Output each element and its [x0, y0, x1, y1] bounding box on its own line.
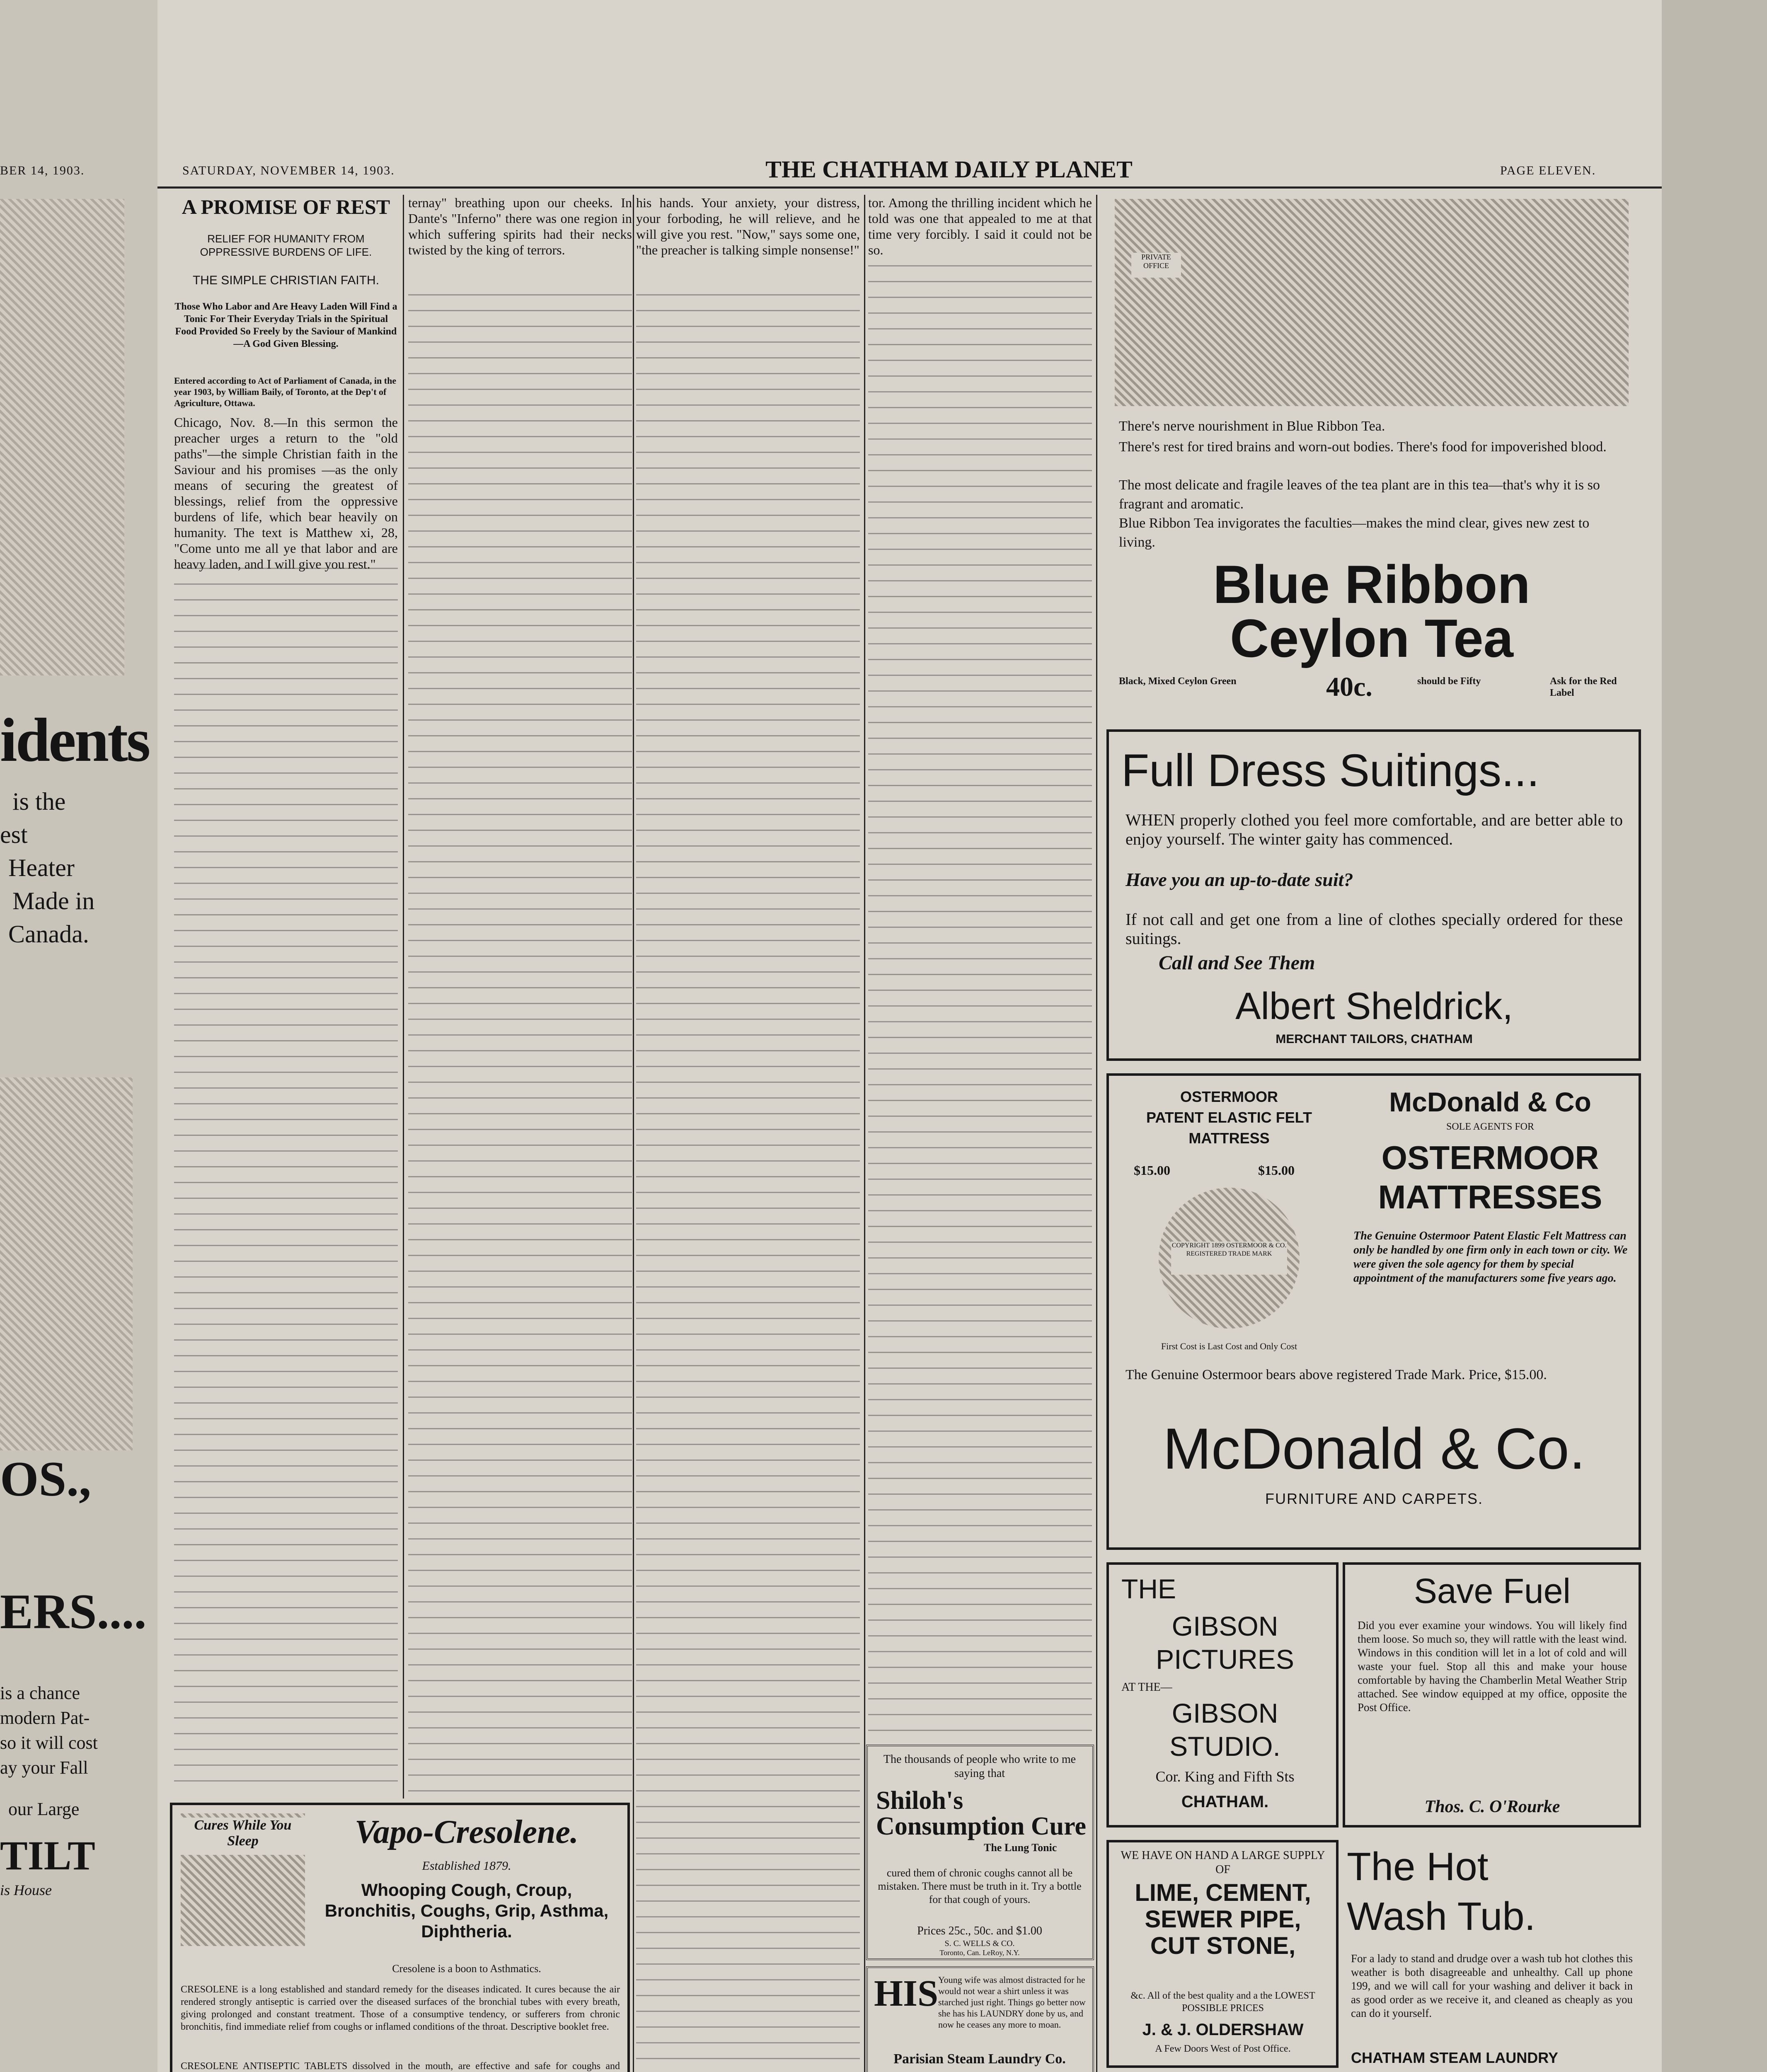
left-fragment-15: is House: [0, 1882, 52, 1898]
column-rule: [1096, 195, 1097, 2072]
sheldrick-body: WHEN properly clothed you feel more comfortable, and are better able to enjoy yourself. The winter gaity has commenced.: [1126, 811, 1623, 848]
oldershaw-body: &c. All of the best quality and a the LOWEST POSSIBLE PRICES: [1130, 1990, 1315, 2014]
save-fuel-ad: [1343, 1562, 1641, 1828]
left-fragment-10: modern Pat-: [0, 1708, 90, 1728]
vapo-tagline: Cures While You Sleep: [181, 1818, 305, 1855]
article-copyright: Entered according to Act of Parliament of Canada, in the year 1903, by William Baily, of Toronto, at the Dep't of Agriculture, Ottawa.: [174, 375, 397, 408]
gibson-l1: THE: [1121, 1573, 1176, 1604]
left-fragment-11: so it will cost: [0, 1733, 98, 1753]
tea-line-3: The most delicate and fragile leaves of the tea plant are in this tea—that's why it is so fragrant and aromatic.: [1119, 477, 1600, 512]
vapo-diseases: Whooping Cough, Croup, Bronchitis, Coughs, Grip, Asthma, Diphtheria.: [324, 1880, 609, 1941]
vapo-tablets: CRESOLENE ANTISEPTIC TABLETS dissolved in the mouth, are effective and safe for coughs and: [181, 2061, 620, 2072]
oldershaw-ad: [1106, 1840, 1339, 2068]
oldershaw-address: A Few Doors West of Post Office.: [1155, 2043, 1291, 2054]
tea-price: 40c.: [1326, 672, 1372, 702]
parisian-laundry-ad: [866, 1966, 1094, 2072]
his-body: Young wife was almost distracted for he would not wear a shirt unless it was starched just right. Things go better now she has his LAUNDRY done by us, and now he ceases any more to moan.: [938, 1975, 1086, 2030]
ostermoor-ad: [1106, 1073, 1641, 1550]
article-column-4-lead: tor. Among the thrilling incident which he told was one that appealed to me at that time very forcibly. I said it could not be so.: [868, 195, 1092, 257]
column-rule: [403, 195, 404, 1798]
hotwash-name: CHATHAM STEAM LAUNDRY: [1351, 2049, 1558, 2066]
shiloh-title: Shiloh's Consumption Cure: [876, 1786, 1087, 1840]
ostermoor-l1: OSTERMOOR: [1180, 1088, 1278, 1105]
sheldrick-call: Call and See Them: [1159, 952, 1315, 974]
ostermoor-headline: OSTERMOOR MATTRESSES: [1378, 1139, 1602, 1215]
masthead: THE CHATHAM DAILY PLANET: [765, 156, 1133, 183]
oldershaw-name: J. & J. OLDERSHAW: [1142, 2021, 1304, 2039]
sheldrick-title: Full Dress Suitings...: [1121, 745, 1539, 796]
tea-line-1: There's nerve nourishment in Blue Ribbon Tea.: [1119, 419, 1385, 434]
page-number: PAGE ELEVEN.: [1500, 164, 1596, 177]
article-column-3-body: [636, 294, 860, 2072]
article-headline: A PROMISE OF REST: [182, 195, 390, 218]
left-illustration: [0, 199, 124, 675]
his-name: Parisian Steam Laundry Co.: [893, 2051, 1066, 2067]
mcdonald-sub: FURNITURE AND CARPETS.: [1265, 1490, 1484, 1507]
vapo-cresolene-ad: [170, 1803, 630, 2072]
article-column-2-lead: ternay" breathing upon our cheeks. In Dante's "Inferno" there was one region in which suffering spirits had their necks twisted by the king of terrors.: [408, 195, 632, 257]
article-column-1-body: [174, 568, 398, 1794]
ostermoor-body: The Genuine Ostermoor Patent Elastic Felt Mattress can only be handled by one firm only in each town or city. We were given the sole agency for them by special appointment of the manufacturers some five years ago.: [1353, 1230, 1628, 1285]
savefuel-title: Save Fuel: [1414, 1571, 1571, 1610]
shiloh-body: cured them of chronic coughs cannot all be mistaken. There must be truth in it. Try a bottle for that cough of yours.: [878, 1867, 1082, 1905]
issue-date: SATURDAY, NOVEMBER 14, 1903.: [182, 164, 395, 177]
left-fragment-9: is a chance: [0, 1683, 80, 1703]
left-fragment-13: our Large: [8, 1799, 80, 1819]
left-fragment-3: est: [0, 821, 28, 848]
article-deck-1: RELIEF FOR HUMANITY FROM OPPRESSIVE BURDENS OF LIFE.: [200, 232, 372, 258]
savefuel-name: Thos. C. O'Rourke: [1424, 1797, 1560, 1816]
gibson-city: CHATHAM.: [1181, 1793, 1269, 1811]
shiloh-intro: The thousands of people who write to me saying that: [883, 1753, 1076, 1780]
left-fragment-12: ay your Fall: [0, 1757, 88, 1778]
ostermoor-agents: SOLE AGENTS FOR: [1446, 1121, 1535, 1132]
ostermoor-l3: MATTRESS: [1188, 1130, 1270, 1147]
tea-line-4: Blue Ribbon Tea invigorates the faculties—makes the mind clear, gives new zest to living.: [1119, 516, 1590, 550]
ostermoor-price-right: $15.00: [1258, 1163, 1295, 1178]
private-office-label: PRIVATE OFFICE: [1131, 253, 1181, 278]
article-column-4-body: [868, 265, 1092, 1740]
shiloh-places: Toronto, Can. LeRoy, N.Y.: [939, 1949, 1020, 1957]
column-rule: [633, 195, 634, 2072]
left-fragment-2: is the: [12, 788, 66, 815]
hotwash-t2: Wash Tub.: [1347, 1894, 1536, 1939]
vapo-brand: Vapo-Cresolene.: [355, 1814, 579, 1850]
left-fragment-5: Made in: [12, 887, 95, 915]
hotwash-body: For a lady to stand and drudge over a wash tub hot clothes this weather is both disagreeable and unhealthy. Call up phone 199, and we will call for your washing and deliver it back in as good order as we receive it, and cleaned as cheaply as you can do it yourself.: [1351, 1952, 1633, 2019]
header-rule: [157, 186, 1662, 189]
gibson-address: Cor. King and Fifth Sts: [1155, 1768, 1295, 1785]
column-rule: [864, 195, 865, 2072]
ostermoor-badge: COPYRIGHT 1899 OSTERMOOR & CO. REGISTERED TRADE MARK: [1171, 1242, 1287, 1275]
right-margin: [1662, 0, 1767, 2072]
tea-should: should be Fifty: [1417, 676, 1481, 687]
shiloh-prices: Prices 25c., 50c. and $1.00: [917, 1924, 1042, 1937]
article-deck-2: THE SIMPLE CHRISTIAN FAITH.: [192, 274, 380, 287]
gibson-at: AT THE—: [1121, 1681, 1172, 1694]
tea-office-illustration: [1115, 199, 1629, 406]
vapo-boon: Cresolene is a boon to Asthmatics.: [392, 1963, 541, 1975]
gibson-l3: PICTURES: [1156, 1644, 1294, 1675]
shiloh-ad: [866, 1745, 1094, 1960]
article-column-3-lead: his hands. Your anxiety, your distress, your forboding, he will relieve, and he will give you rest. "Now," says some one, "the preacher is talking simple nonsense!": [636, 195, 860, 257]
ostermoor-first-cost: First Cost is Last Cost and Only Cost: [1161, 1341, 1297, 1351]
article-lead-paragraph: Chicago, Nov. 8.—In this sermon the preacher urges a return to the "old paths"—the simple Christian faith in the Saviour and his promises —as the only means of securing the greatest of blessings, relief from the oppressive burdens of life, which bear heavily on humanity. The text is Matthew xi, 28, "Come unto me all ye that labor and are heavy laden, and I will give you rest.": [174, 415, 398, 571]
hotwash-t1: The Hot: [1347, 1844, 1489, 1889]
his-word: HIS: [874, 1973, 939, 2014]
tea-brand-1: Blue Ribbon: [1213, 554, 1530, 615]
article-deck-3: Those Who Labor and Are Heavy Laden Will Find a Tonic For Their Everyday Trials in the Spiritual Food Provided So Freely by the Saviour of Mankind —A God Given Blessing.: [174, 301, 397, 349]
sheldrick-name: Albert Sheldrick,: [1235, 985, 1513, 1027]
sheldrick-sub: MERCHANT TAILORS, CHATHAM: [1276, 1032, 1473, 1046]
tea-brand-2: Ceylon Tea: [1230, 608, 1513, 668]
prev-page-date: BER 14, 1903.: [0, 164, 85, 177]
gibson-studio-ad: [1106, 1562, 1339, 1828]
left-fragment-4: Heater: [8, 854, 75, 881]
tea-ask: Ask for the Red Label: [1550, 676, 1617, 698]
blue-ribbon-tea-ad: [1102, 195, 1641, 704]
sheldrick-body-2: If not call and get one from a line of clothes specially ordered for these suitings.: [1126, 910, 1623, 948]
left-illustration-2: [0, 1077, 133, 1450]
gibson-l5: STUDIO.: [1169, 1731, 1280, 1762]
left-fragment-8: ERS....: [0, 1584, 147, 1639]
left-fragment-idents: idents: [0, 706, 149, 775]
left-fragment-6: Canada.: [8, 920, 89, 948]
ostermoor-company: McDonald & Co: [1389, 1087, 1591, 1117]
article-column-2-body: [408, 294, 632, 1794]
ostermoor-l2: PATENT ELASTIC FELT: [1146, 1109, 1312, 1126]
shiloh-maker: S. C. WELLS & CO.: [944, 1939, 1015, 1948]
vapo-body: CRESOLENE is a long established and standard remedy for the diseases indicated. It cures because the air rendered strongly antiseptic is carried over the diseased surfaces of the bronchial tubes with every breath, giving prolonged and constant treatment. Those of a consumptive tendency, or sufferers from chronic bronchitis, find immediate relief from coughs or inflamed conditions of the throat. Descriptive booklet free.: [181, 1984, 620, 2032]
gibson-l4: GIBSON: [1172, 1698, 1278, 1728]
ostermoor-trade: The Genuine Ostermoor bears above registered Trade Mark. Price, $15.00.: [1126, 1367, 1547, 1382]
shiloh-sub: The Lung Tonic: [984, 1842, 1057, 1854]
gibson-l2: GIBSON: [1172, 1611, 1278, 1641]
savefuel-body: Did you ever examine your windows. You will likely find them loose. So much so, they will rattle with the least wind. Windows in this condition will let in a lot of cold and will waste your fuel. Stop all this and make your house comfortable by having the Chamberlin Metal Weather Strip attached. See window equipped at my office, opposite the Post Office.: [1358, 1619, 1627, 1714]
sheldrick-ad: [1106, 729, 1641, 1061]
sheldrick-question: Have you an up-to-date suit?: [1126, 869, 1353, 890]
hot-wash-tub-ad: [1343, 1840, 1641, 2072]
ostermoor-price-left: $15.00: [1134, 1163, 1170, 1178]
oldershaw-items: LIME, CEMENT, SEWER PIPE, CUT STONE,: [1135, 1879, 1311, 1959]
tea-line-2: There's rest for tired brains and worn-out bodies. There's food for impoverished blood.: [1119, 439, 1607, 455]
left-fragment-14: TILT: [0, 1832, 95, 1878]
vapo-established: Established 1879.: [422, 1859, 511, 1873]
left-fragment-7: OS.,: [0, 1451, 92, 1506]
oldershaw-intro: WE HAVE ON HAND A LARGE SUPPLY OF: [1121, 1849, 1325, 1876]
tea-varieties: Black, Mixed Ceylon Green: [1119, 676, 1237, 687]
mcdonald-big: McDonald & Co.: [1163, 1416, 1585, 1481]
